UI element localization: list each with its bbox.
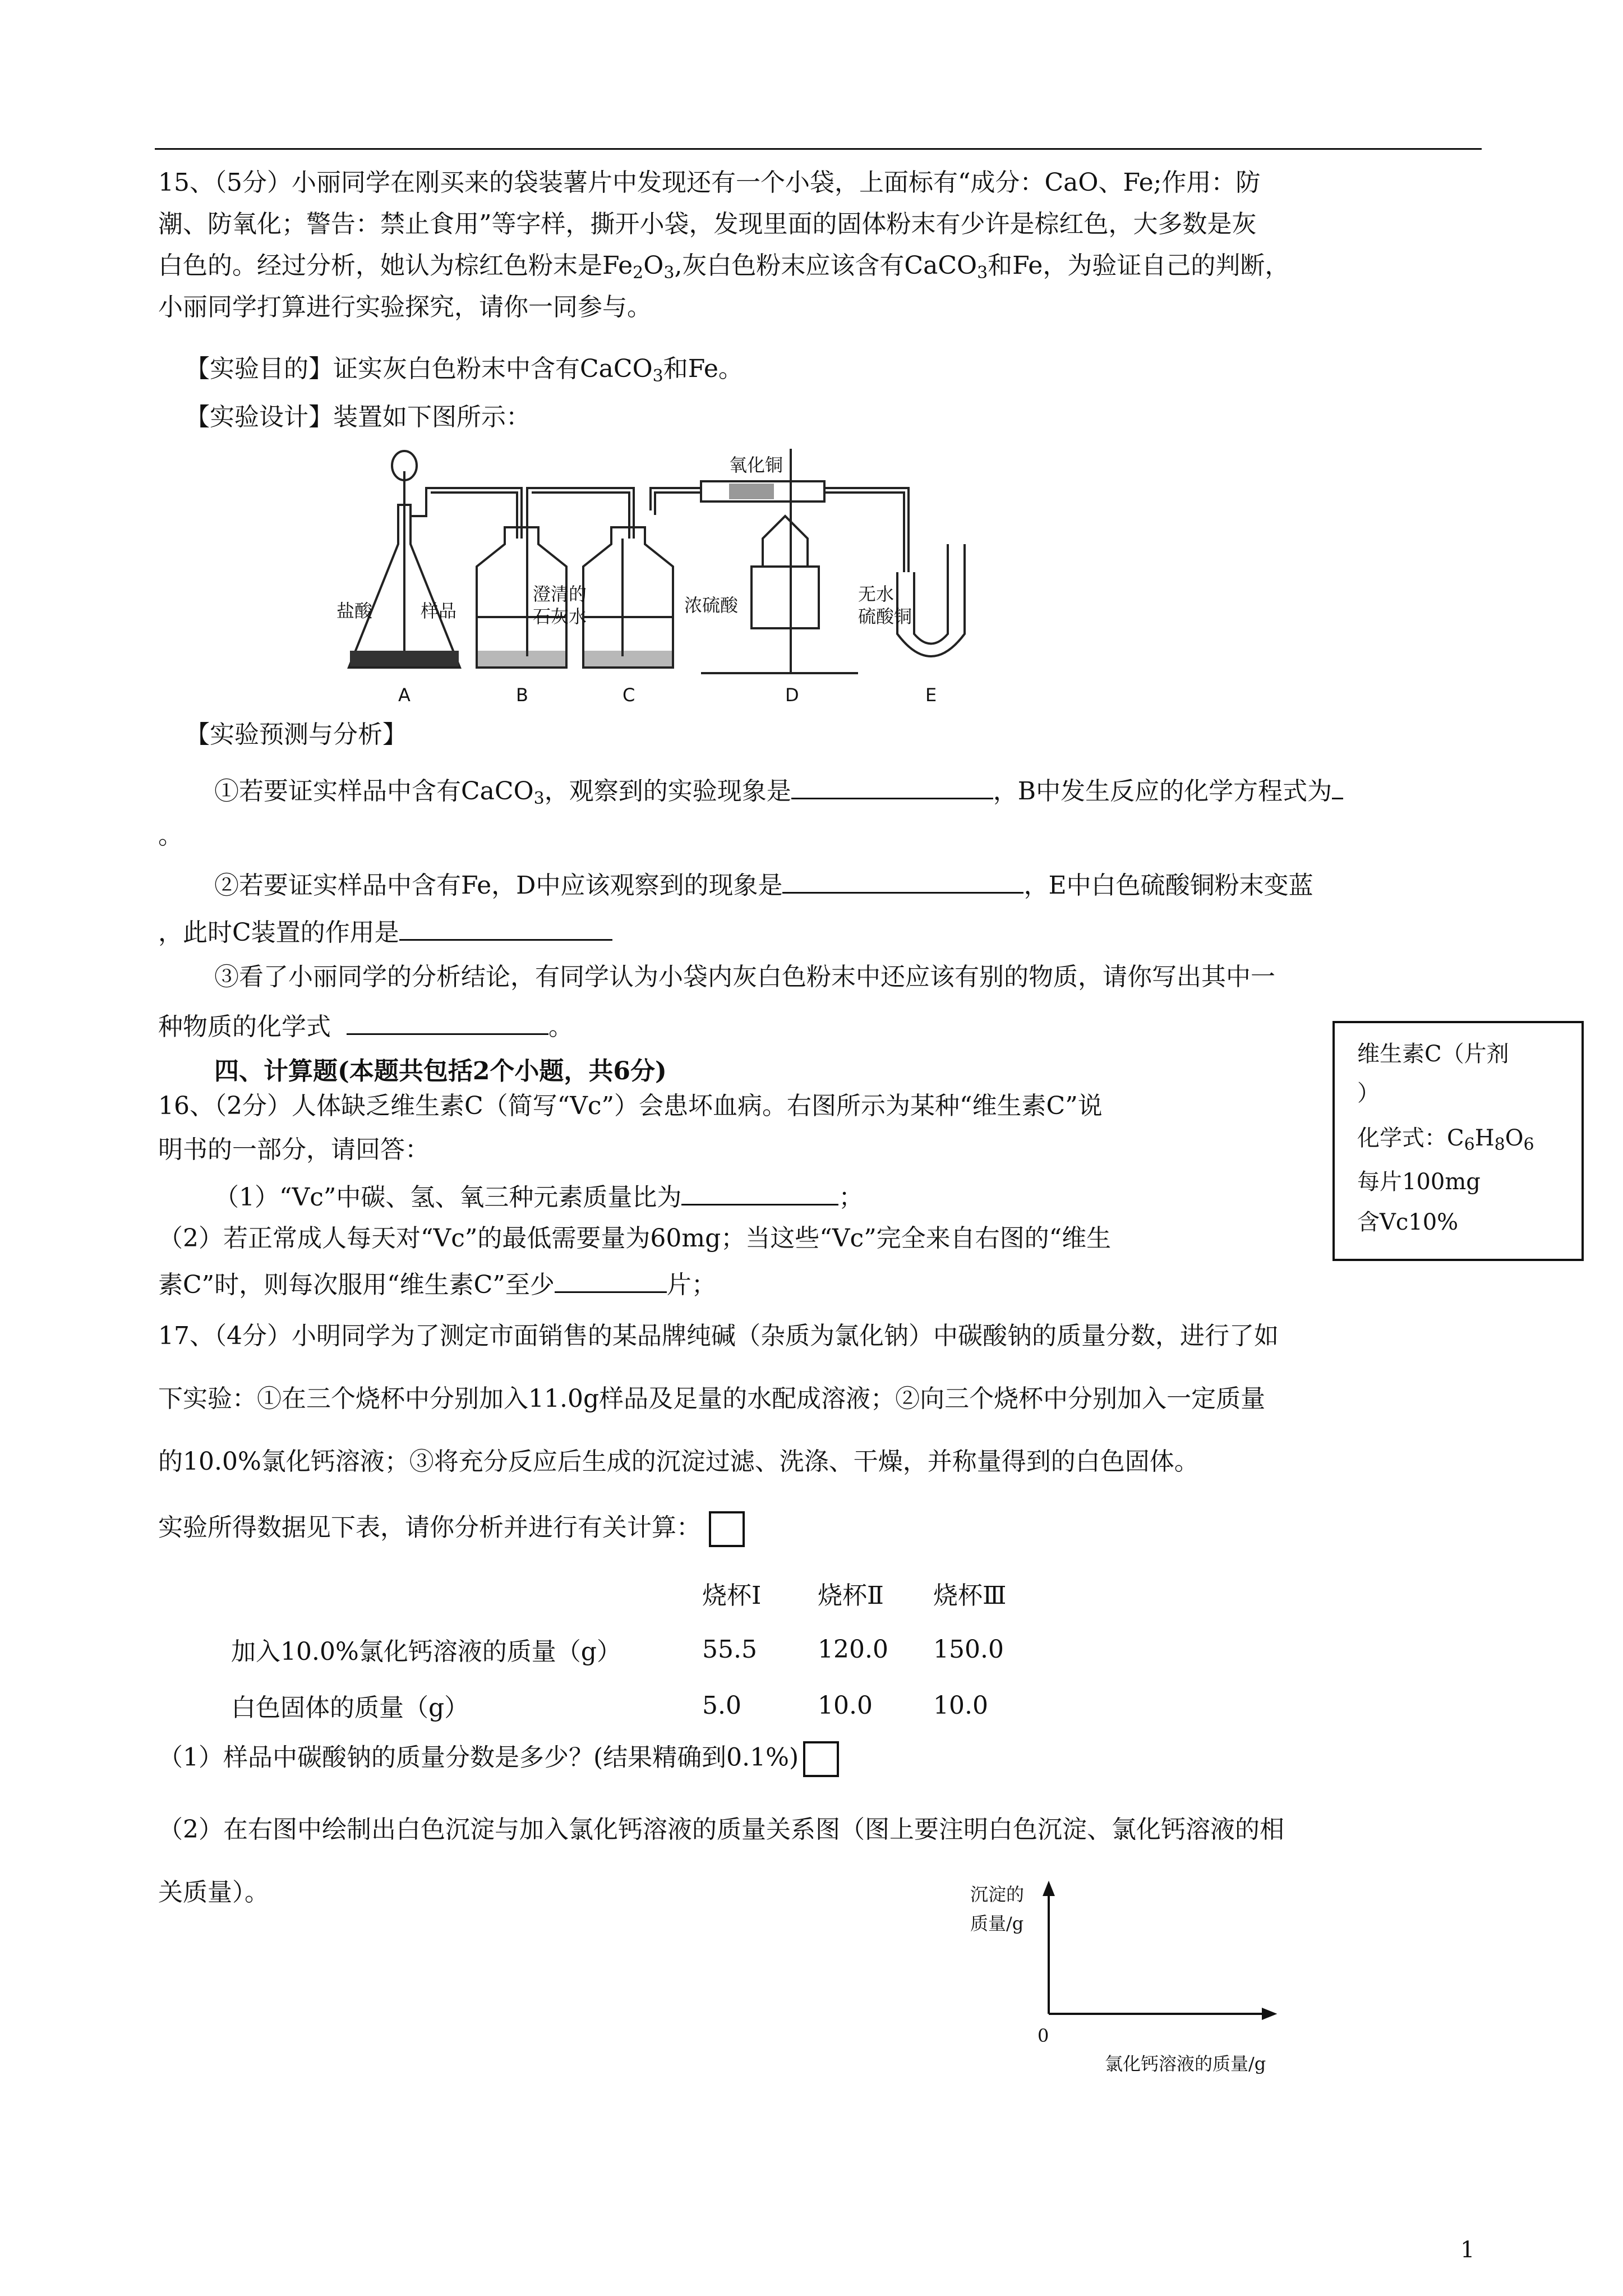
x-axis-arrow [1263, 2009, 1274, 2018]
answer-blank[interactable] [347, 1009, 548, 1035]
x-label: 氯化钙溶液的质量/g [1105, 2053, 1266, 2074]
label-sample: 样品 [421, 600, 457, 622]
label-cuso4-2: 硫酸铜 [858, 606, 912, 627]
table-cell: 白色固体的质量（g） [231, 1694, 469, 1722]
q15-predict: 【实验预测与分析】 [185, 720, 407, 749]
q17-sub1: （1）样品中碳酸钠的质量分数是多少？(结果精确到0.1%) [158, 1741, 839, 1777]
table-header [231, 1565, 702, 1621]
table-header: 烧杯Ⅲ [933, 1581, 1007, 1610]
letter-e: E [925, 684, 937, 706]
q15-item3: ③看了小丽同学的分析结论，有同学认为小袋内灰白色粉末中还应该有别的物质，请你写出其中一 [214, 963, 1275, 991]
q15-design: 【实验设计】装置如下图所示： [185, 403, 531, 431]
answer-blank[interactable] [681, 1179, 838, 1205]
q17-line3: 的10.0%氯化钙溶液；③将充分反应后生成的沉淀过滤、洗涤、干燥，并称量得到的白色固体。 [158, 1447, 1199, 1476]
label-limewater-1: 澄清的 [533, 583, 587, 605]
y-axis-arrow [1044, 1884, 1053, 1895]
label-dose: 每片100mg [1357, 1169, 1481, 1195]
q16-sub2: （2）若正常成人每天对“Vc”的最低需要量为60mg；当这些“Vc”完全来自右图的“维生 [158, 1224, 1112, 1253]
data-table [231, 1565, 1049, 1733]
score-box [803, 1741, 839, 1777]
tube-ab [426, 488, 522, 539]
vitamin-c-label-box [1332, 1021, 1584, 1261]
section-heading: 四、计算题(本题共包括2个小题，共6分) [214, 1057, 667, 1085]
table-row [231, 1621, 1049, 1677]
q17-sub2-cont: 关质量）。 [158, 1878, 269, 1907]
q15-item2-cont: ，此时C装置的作用是 [158, 914, 612, 949]
table-cell: 55.5 [702, 1635, 757, 1664]
answer-blank[interactable] [782, 867, 1023, 894]
answer-blank[interactable] [555, 1267, 667, 1293]
table-cell: 120.0 [818, 1635, 888, 1664]
q15-line1: 15、（5分）小丽同学在刚买来的袋装薯片中发现还有一个小袋，上面标有“成分：CaO、Fe;作用：防 [158, 168, 1261, 197]
label-hcl: 盐酸 [336, 600, 373, 622]
letter-a: A [398, 684, 411, 706]
q16-line2: 明书的一部分，请回答： [158, 1135, 430, 1164]
table-cell: 150.0 [933, 1635, 1004, 1664]
tube-de [824, 488, 909, 572]
q15-line4: 小丽同学打算进行实验探究，请你一同参与。 [158, 293, 652, 321]
q17-line2: 下实验：①在三个烧杯中分别加入11.0g样品及足量的水配成溶液；②向三个烧杯中分别加入一定质量 [158, 1384, 1266, 1413]
label-content: 含Vc10% [1357, 1209, 1459, 1235]
score-box [709, 1511, 745, 1547]
label-limewater-2: 石灰水 [533, 606, 587, 627]
q16-sub1: （1）“Vc”中碳、氢、氧三种元素质量比为 ； [214, 1179, 863, 1213]
q17-line1: 17、（4分）小明同学为了测定市面销售的某品牌纯碱（杂质为氯化钠）中碳酸钠的质量分数，进行了如 [158, 1322, 1279, 1350]
origin-label: 0 [1038, 2025, 1049, 2046]
table-cell: 加入10.0%氯化钙溶液的质量（g） [231, 1637, 621, 1666]
answer-blank[interactable] [791, 773, 993, 799]
q15-purpose: 【实验目的】证实灰白色粉末中含有CaCO$_3$和Fe。 [185, 355, 743, 386]
label-formula: 化学式：$C_6H_8O_6$ [1357, 1125, 1534, 1154]
label-h2so4: 浓硫酸 [684, 595, 739, 616]
apparatus-diagram [336, 432, 1077, 712]
table-cell: 10.0 [933, 1691, 988, 1720]
label-cuso4-1: 无水 [858, 583, 895, 605]
table-row [231, 1677, 1049, 1733]
letter-c: C [623, 684, 635, 706]
q15-line2: 潮、防氧化；警告：禁止食用”等字样，撕开小袋，发现里面的固体粉末有少许是棕红色，大多数是灰 [158, 210, 1257, 238]
answer-graph [965, 1874, 1324, 2076]
y-label-1: 沉淀的 [970, 1884, 1025, 1905]
answer-blank[interactable] [1332, 773, 1343, 799]
table-cell: 10.0 [818, 1691, 873, 1720]
header-rule [155, 148, 1482, 150]
q15-item1-end: 。 [158, 821, 183, 850]
label-title-cont: ） [1357, 1080, 1380, 1106]
label-cuo: 氧化铜 [729, 454, 783, 476]
letter-d: D [785, 684, 799, 706]
q17-line4: 实验所得数据见下表，请你分析并进行有关计算： [158, 1511, 745, 1547]
table-cell: 5.0 [702, 1691, 741, 1720]
bottle-c [583, 527, 673, 668]
table-header: 烧杯Ⅱ [818, 1581, 884, 1610]
q15-item2: ②若要证实样品中含有Fe，D中应该观察到的现象是 ，E中白色硫酸铜粉末变蓝 [214, 867, 1313, 901]
tube-bc [527, 488, 634, 539]
q15-line3: 白色的。经过分析，她认为棕红色粉末是$Fe_2O_3$,灰白色粉末应该含有CaCO$_3$和Fe，为验证自己的判断， [158, 251, 1290, 283]
y-label-2: 质量/g [970, 1913, 1024, 1934]
q17-sub2: （2）在右图中绘制出白色沉淀与加入氯化钙溶液的质量关系图（图上要注明白色沉淀、氯化钙溶液的相 [158, 1815, 1284, 1844]
q16-line1: 16、（2分）人体缺乏维生素C（简写“Vc”）会患坏血病。右图所示为某种“维生素C”说 [158, 1092, 1103, 1120]
letter-b: B [516, 684, 528, 706]
q16-sub2-cont: 素C”时，则每次服用“维生素C”至少 片； [158, 1267, 716, 1301]
label-title: 维生素C（片剂 [1357, 1041, 1509, 1067]
q15-item3-cont: 种物质的化学式 。 [158, 1009, 573, 1043]
table-header: 烧杯Ⅰ [702, 1581, 762, 1610]
page-number: 1 [1460, 2237, 1475, 2263]
table-header-row [231, 1565, 1049, 1621]
answer-blank[interactable] [399, 914, 612, 941]
q15-item1: ①若要证实样品中含有CaCO$_3$，观察到的实验现象是 ，B中发生反应的化学方程式为 [214, 773, 1343, 815]
